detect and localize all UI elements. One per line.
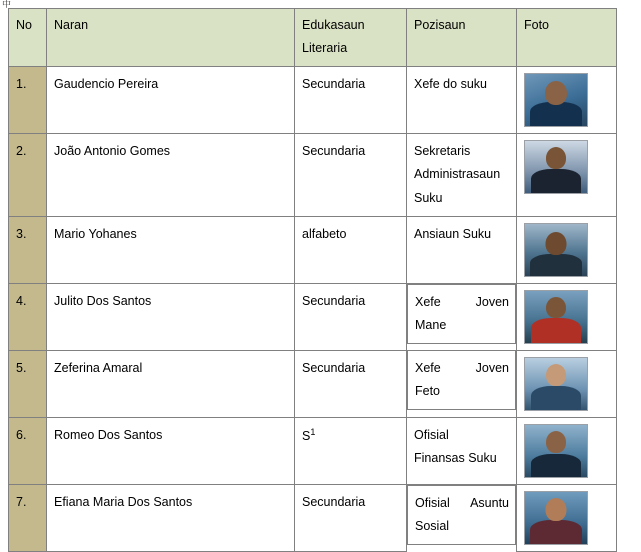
row-name: Julito Dos Santos (47, 283, 295, 350)
row-education-superscript: 1 (310, 426, 316, 437)
row-position-line1-right: Asuntu (470, 495, 509, 510)
photo-head (546, 431, 566, 453)
row-position-line1 (415, 291, 509, 314)
column-header-name: Naran (47, 9, 295, 67)
row-position-line1-left: Xefe (415, 361, 441, 376)
photo-head (546, 297, 566, 318)
row-number: 4. (9, 283, 47, 350)
photo-head (546, 232, 567, 255)
row-position-line1: Xefe do suku (414, 77, 487, 92)
row-education: Secundaria (295, 350, 407, 417)
row-position-line2: Mane (415, 317, 447, 332)
photo-head (545, 81, 567, 105)
table-row (9, 283, 617, 350)
row-position-line1-right: Joven (475, 361, 509, 376)
table-row (9, 134, 617, 216)
row-number: 6. (9, 417, 47, 484)
table-row (9, 67, 617, 134)
row-name: João Antonio Gomes (47, 134, 295, 216)
table-row (9, 484, 617, 551)
table-row (9, 417, 617, 484)
row-photo-cell (517, 484, 617, 551)
photo-body (531, 386, 581, 410)
row-education: Secundaria (295, 134, 407, 216)
row-education: Secundaria (295, 484, 407, 551)
portrait-photo (524, 290, 588, 344)
row-number: 5. (9, 350, 47, 417)
row-name: Romeo Dos Santos (47, 417, 295, 484)
portrait-photo (524, 357, 588, 411)
row-position-line2: Sosial (415, 518, 450, 533)
column-header-education (295, 9, 407, 67)
row-education: Secundaria (295, 283, 407, 350)
table-row (9, 216, 617, 283)
row-position-line1: Ansiaun Suku (414, 226, 492, 241)
row-position-line1 (415, 357, 509, 380)
row-photo-cell (517, 417, 617, 484)
photo-head (546, 498, 567, 521)
photo-head (546, 364, 566, 386)
photo-body (530, 102, 582, 126)
row-photo-cell (517, 216, 617, 283)
row-education: alfabeto (295, 216, 407, 283)
village-officials-table (8, 8, 617, 552)
row-name: Zeferina Amaral (47, 350, 295, 417)
column-header-photo: Foto (517, 9, 617, 67)
row-position-line1: Sekretaris (414, 144, 471, 159)
portrait-photo (524, 424, 588, 478)
row-number: 2. (9, 134, 47, 216)
row-name: Mario Yohanes (47, 216, 295, 283)
table-row (9, 350, 617, 417)
row-photo-cell (517, 134, 617, 216)
photo-body (531, 318, 581, 343)
corner-mark-glyph: 中 (2, 0, 12, 9)
row-position (407, 216, 517, 283)
row-position (407, 350, 516, 410)
row-position (407, 134, 517, 216)
photo-body (530, 520, 582, 544)
row-position-line3: Suku (414, 190, 443, 205)
row-position-line1-left: Xefe (415, 294, 441, 309)
row-education-text: S (302, 428, 311, 443)
row-photo-cell (517, 283, 617, 350)
portrait-photo (524, 73, 588, 127)
row-education: Secundaria (295, 67, 407, 134)
table-header-row (9, 9, 617, 67)
row-education (295, 417, 407, 484)
row-photo-cell (517, 67, 617, 134)
row-name: Efiana Maria Dos Santos (47, 484, 295, 551)
row-position (407, 485, 516, 545)
portrait-photo (524, 223, 588, 277)
portrait-photo (524, 491, 588, 545)
row-position-line1-left: Ofisial (415, 495, 450, 510)
row-name: Gaudencio Pereira (47, 67, 295, 134)
row-position (407, 417, 517, 484)
column-header-education-line2: Literaria (302, 41, 348, 56)
photo-body (530, 254, 582, 276)
column-header-position: Pozisaun (407, 9, 517, 67)
column-header-no: No (9, 9, 47, 67)
row-position-line1 (415, 492, 509, 515)
row-position (407, 284, 516, 344)
photo-body (531, 454, 581, 477)
row-position (407, 67, 517, 134)
column-header-education-line1: Edukasaun (302, 18, 365, 32)
row-position-line2: Finansas Suku (414, 450, 497, 465)
photo-body (531, 169, 581, 193)
row-position-line1: Ofisial (414, 427, 449, 442)
row-position-line2: Administrasaun (414, 167, 501, 182)
row-number: 7. (9, 484, 47, 551)
row-photo-cell (517, 350, 617, 417)
row-number: 3. (9, 216, 47, 283)
row-number: 1. (9, 67, 47, 134)
portrait-photo (524, 140, 588, 194)
row-position-line1-right: Joven (475, 294, 509, 309)
row-position-line2: Feto (415, 384, 441, 399)
photo-head (546, 147, 566, 169)
